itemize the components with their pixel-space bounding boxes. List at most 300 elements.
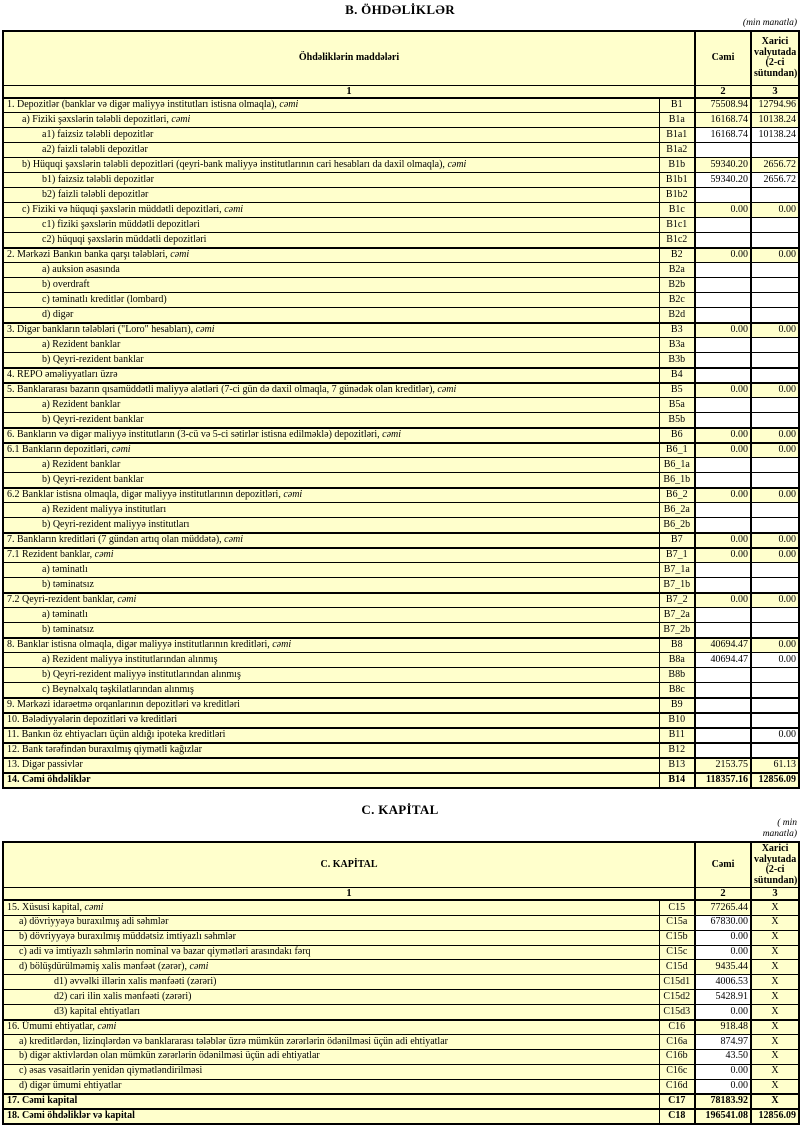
row-label-cell: b) Qeyri-rezident maliyyə institutları [3,518,659,533]
row-fx-cell: X [751,900,799,915]
row-total-cell [695,218,751,233]
row-fx-cell: 0.00 [751,638,799,653]
section-c-unit-note-line2: manatla) [762,828,797,839]
row-fx-cell: X [751,930,799,945]
fx-column-header: Xarici valyutada (2-ci sütundan) [751,842,799,888]
row-label-cell: 14. Cəmi öhdəliklər [3,773,659,788]
row-code-cell: B1c2 [659,233,695,248]
column-number-1: 1 [3,85,695,98]
liabilities-table-container [0,30,800,789]
table-row [3,915,799,930]
row-total-cell [695,413,751,428]
row-code-cell: B3 [659,323,695,338]
row-label-cell: 3. Digər bankların tələbləri ("Loro" hesabları), cəmi [3,323,659,338]
row-total-cell [695,368,751,383]
table-row [3,563,799,578]
table-row [3,413,799,428]
row-total-cell: 0.00 [695,203,751,218]
row-fx-cell [751,143,799,158]
table-row [3,218,799,233]
row-fx-cell [751,293,799,308]
table-row [3,1020,799,1035]
row-fx-cell: 0.00 [751,428,799,443]
row-fx-cell [751,518,799,533]
row-code-cell: B13 [659,758,695,773]
row-code-cell: B6 [659,428,695,443]
row-label-cell: c) əsas vəsaitlərin yenidən qiymətləndirilməsi [3,1064,659,1079]
table-row [3,98,799,113]
row-label-cell: b) dövriyyəyə buraxılmış müddətsiz imtiyazlı səhmlər [3,930,659,945]
row-fx-cell: 0.00 [751,728,799,743]
row-total-cell [695,608,751,623]
row-total-cell [695,263,751,278]
row-label-cell: 7.1 Rezident banklar, cəmi [3,548,659,563]
row-fx-cell: X [751,1034,799,1049]
table-row [3,593,799,608]
table-header-row [3,842,799,888]
row-label-cell: d1) əvvəlki illərin xalis mənfəəti (zərəri) [3,975,659,990]
row-code-cell: B6_2a [659,503,695,518]
row-total-cell [695,743,751,758]
row-total-cell: 4006.53 [695,975,751,990]
table-row [3,960,799,975]
table-row [3,488,799,503]
row-code-cell: B9 [659,698,695,713]
row-total-cell: 0.00 [695,548,751,563]
table-row [3,113,799,128]
row-total-cell: 75508.94 [695,98,751,113]
row-code-cell: B7_2a [659,608,695,623]
table-row [3,728,799,743]
row-code-cell: C15a [659,915,695,930]
row-total-cell: 0.00 [695,248,751,263]
row-total-cell: 0.00 [695,1079,751,1094]
row-label-cell: 11. Bankın öz ehtiyacları üçün aldığı ipoteka kreditləri [3,728,659,743]
row-total-cell [695,503,751,518]
row-total-cell: 43.50 [695,1049,751,1064]
row-fx-cell [751,503,799,518]
row-fx-cell: 0.00 [751,203,799,218]
table-row [3,293,799,308]
row-total-cell: 2153.75 [695,758,751,773]
row-fx-cell: 0.00 [751,653,799,668]
row-fx-cell [751,683,799,698]
row-total-cell [695,713,751,728]
row-fx-cell [751,218,799,233]
row-fx-cell: X [751,1064,799,1079]
table-row [3,518,799,533]
row-total-cell: 0.00 [695,593,751,608]
row-label-cell: a) Rezident banklar [3,398,659,413]
capital-table-container [0,841,800,1125]
row-code-cell: B7_1b [659,578,695,593]
row-label-cell: b) digər aktivlərdən olan mümkün zərərlərin ödənilməsi üçün adi ehtiyatlar [3,1049,659,1064]
table-row [3,473,799,488]
row-code-cell: B1b2 [659,188,695,203]
row-code-cell: B6_1b [659,473,695,488]
row-fx-cell: 10138.24 [751,113,799,128]
row-total-cell: 0.00 [695,488,751,503]
row-fx-cell: X [751,945,799,960]
row-label-cell: b) Qeyri-rezident banklar [3,413,659,428]
items-column-header: C. KAPİTAL [3,842,695,888]
row-total-cell [695,563,751,578]
row-fx-cell: 0.00 [751,593,799,608]
section-c-unit-note-line1: ( min [777,818,797,829]
row-total-cell: 0.00 [695,383,751,398]
row-label-cell: b) təminatsız [3,623,659,638]
table-row [3,503,799,518]
row-code-cell: B8a [659,653,695,668]
row-label-cell: 10. Bələdiyyələrin depozitləri və kreditləri [3,713,659,728]
row-code-cell: B2a [659,263,695,278]
row-code-cell: B3b [659,353,695,368]
row-label-cell: 5. Banklararası bazarın qısamüddətli maliyyə alətləri (7-ci gün də daxil olmaqla, 7 günədək olan kreditlər), cəmi [3,383,659,398]
row-fx-cell: 10138.24 [751,128,799,143]
row-fx-cell [751,398,799,413]
table-row [3,623,799,638]
row-code-cell: C16b [659,1049,695,1064]
cemi-italic-suffix: cəmi [224,533,244,545]
row-fx-cell [751,188,799,203]
total-column-header: Cəmi [695,842,751,888]
cemi-italic-suffix: cəmi [189,961,209,973]
row-label-cell: a) Rezident maliyyə institutlarından alınmış [3,653,659,668]
row-total-cell: 196541.08 [695,1109,751,1124]
row-total-cell: 67830.00 [695,915,751,930]
row-total-cell: 0.00 [695,945,751,960]
table-row [3,713,799,728]
row-total-cell [695,698,751,713]
table-row [3,758,799,773]
row-total-cell [695,293,751,308]
column-number-3: 3 [751,85,799,98]
table-row [3,1005,799,1020]
row-total-cell: 0.00 [695,428,751,443]
row-label-cell: c2) hüquqi şəxslərin müddətli depozitləri [3,233,659,248]
row-label-cell: d) bölüşdürülməmiş xalis mənfəət (zərər), cəmi [3,960,659,975]
row-label-cell: b2) faizli tələbli depozitlər [3,188,659,203]
section-c-unit-note [0,818,800,840]
cemi-italic-suffix: cəmi [382,428,402,440]
column-number-2: 2 [695,888,751,901]
row-label-cell: 13. Digər passivlər [3,758,659,773]
row-label-cell: a) kreditlərdən, lizinqlərdən və banklararası tələblər üzrə mümkün zərərlərin ödənilməsi üçün adi ehtiyatlar [3,1034,659,1049]
row-fx-cell [751,308,799,323]
cemi-italic-suffix: cəmi [84,901,104,913]
table-row [3,1034,799,1049]
row-label-cell: a2) faizli tələbli depozitlər [3,143,659,158]
cemi-italic-suffix: cəmi [437,384,457,396]
table-row [3,578,799,593]
cemi-italic-suffix: cəmi [272,639,292,651]
row-fx-cell [751,668,799,683]
row-code-cell: C15d2 [659,990,695,1005]
row-fx-cell: 0.00 [751,548,799,563]
row-fx-cell: X [751,1049,799,1064]
row-code-cell: B7_1a [659,563,695,578]
row-total-cell [695,338,751,353]
row-fx-cell [751,458,799,473]
row-label-cell: a) Rezident banklar [3,338,659,353]
row-total-cell: 9435.44 [695,960,751,975]
table-row [3,548,799,563]
table-row [3,203,799,218]
table-row [3,173,799,188]
row-label-cell: b) overdraft [3,278,659,293]
cemi-italic-suffix: cəmi [283,489,303,501]
table-row [3,398,799,413]
row-label-cell: d) digər [3,308,659,323]
table-row [3,233,799,248]
row-total-cell [695,578,751,593]
row-total-cell: 77265.44 [695,900,751,915]
row-code-cell: C16 [659,1020,695,1035]
row-label-cell: a) auksion əsasında [3,263,659,278]
table-row [3,1064,799,1079]
row-fx-cell: 12856.09 [751,1109,799,1124]
row-code-cell: B1b1 [659,173,695,188]
table-row [3,743,799,758]
row-total-cell [695,143,751,158]
row-fx-cell: X [751,990,799,1005]
row-fx-cell [751,233,799,248]
table-row [3,353,799,368]
table-row [3,248,799,263]
row-fx-cell: 61.13 [751,758,799,773]
table-row [3,638,799,653]
row-label-cell: b) Qeyri-rezident banklar [3,353,659,368]
row-total-cell: 874.97 [695,1034,751,1049]
row-label-cell: c) adi və imtiyazlı səhmlərin nominal və bazar qiymətləri arasındakı fərq [3,945,659,960]
cemi-italic-suffix: cəmi [97,1020,117,1032]
table-row [3,443,799,458]
row-code-cell: B2d [659,308,695,323]
row-total-cell [695,308,751,323]
row-total-cell [695,188,751,203]
row-fx-cell [751,278,799,293]
row-fx-cell [751,473,799,488]
row-label-cell: a1) faizsiz tələbli depozitlər [3,128,659,143]
cemi-italic-suffix: cəmi [224,203,244,215]
row-code-cell: C15d [659,960,695,975]
cemi-italic-suffix: cəmi [279,99,299,111]
row-label-cell: 15. Xüsusi kapital, cəmi [3,900,659,915]
row-fx-cell: X [751,1020,799,1035]
liabilities-table [2,30,800,789]
table-row [3,1109,799,1124]
row-fx-cell [751,338,799,353]
row-total-cell: 5428.91 [695,990,751,1005]
table-row [3,653,799,668]
row-code-cell: B7_2 [659,593,695,608]
table-row [3,773,799,788]
row-total-cell: 0.00 [695,323,751,338]
table-row [3,383,799,398]
table-row [3,900,799,915]
row-fx-cell: 2656.72 [751,158,799,173]
row-label-cell: a) təminatlı [3,563,659,578]
row-fx-cell: 0.00 [751,488,799,503]
column-number-2: 2 [695,85,751,98]
row-fx-cell: X [751,1079,799,1094]
row-label-cell: 12. Bank tərəfindən buraxılmış qiymətli kağızlar [3,743,659,758]
row-label-cell: c) təminatlı kreditlər (lombard) [3,293,659,308]
row-code-cell: B8c [659,683,695,698]
row-label-cell: 6.1 Bankların depozitləri, cəmi [3,443,659,458]
row-code-cell: C15d3 [659,1005,695,1020]
row-total-cell: 78183.92 [695,1094,751,1109]
cemi-italic-suffix: cəmi [447,158,467,170]
table-row [3,698,799,713]
row-fx-cell: 0.00 [751,443,799,458]
row-code-cell: B6_2b [659,518,695,533]
row-fx-cell: 12856.09 [751,773,799,788]
row-label-cell: d) digər ümumi ehtiyatlar [3,1079,659,1094]
row-label-cell: 18. Cəmi öhdəliklər və kapital [3,1109,659,1124]
table-row [3,930,799,945]
row-fx-cell: 0.00 [751,248,799,263]
row-label-cell: a) Rezident maliyyə institutları [3,503,659,518]
row-total-cell: 0.00 [695,1005,751,1020]
row-code-cell: C17 [659,1094,695,1109]
row-code-cell: C15b [659,930,695,945]
table-row [3,668,799,683]
column-number-row [3,85,799,98]
items-column-header: Öhdəliklərin maddələri [3,31,695,85]
table-row [3,1079,799,1094]
row-label-cell: 4. REPO əməliyyatları üzrə [3,368,659,383]
row-total-cell: 40694.47 [695,653,751,668]
row-label-cell: 6.2 Banklar istisna olmaqla, digər maliyyə institutlarının depozitləri, cəmi [3,488,659,503]
row-label-cell: b1) faizsiz tələbli depozitlər [3,173,659,188]
row-total-cell [695,683,751,698]
row-total-cell: 59340.20 [695,158,751,173]
row-code-cell: C16d [659,1079,695,1094]
row-total-cell: 0.00 [695,533,751,548]
row-code-cell: B7_2b [659,623,695,638]
row-fx-cell: X [751,975,799,990]
row-code-cell: B12 [659,743,695,758]
cemi-italic-suffix: cəmi [170,249,190,261]
row-label-cell: c) Beynəlxalq təşkilatlarından alınmış [3,683,659,698]
capital-table [2,841,800,1125]
row-total-cell: 59340.20 [695,173,751,188]
row-label-cell: 8. Banklar istisna olmaqla, digər maliyyə institutlarının kreditləri, cəmi [3,638,659,653]
column-number-3: 3 [751,888,799,901]
row-code-cell: B11 [659,728,695,743]
row-fx-cell [751,743,799,758]
row-code-cell: B2b [659,278,695,293]
row-label-cell: a) dövriyyəyə buraxılmış adi səhmlər [3,915,659,930]
table-row [3,1049,799,1064]
row-total-cell: 0.00 [695,1064,751,1079]
table-row [3,458,799,473]
row-code-cell: B1 [659,98,695,113]
row-total-cell: 918.48 [695,1020,751,1035]
row-label-cell: a) Fiziki şəxslərin tələbli depozitləri, cəmi [3,113,659,128]
row-code-cell: B1b [659,158,695,173]
row-code-cell: B8 [659,638,695,653]
row-total-cell: 16168.74 [695,128,751,143]
row-total-cell: 0.00 [695,930,751,945]
row-total-cell: 0.00 [695,443,751,458]
row-fx-cell [751,578,799,593]
row-total-cell [695,473,751,488]
row-total-cell [695,278,751,293]
row-label-cell: a) Rezident banklar [3,458,659,473]
row-label-cell: c) Fiziki və hüquqi şəxslərin müddətli depozitləri, cəmi [3,203,659,218]
row-fx-cell: X [751,960,799,975]
cemi-italic-suffix: cəmi [117,594,137,606]
table-row [3,263,799,278]
row-code-cell: B3a [659,338,695,353]
row-fx-cell: 0.00 [751,383,799,398]
table-row [3,608,799,623]
row-label-cell: 7.2 Qeyri-rezident banklar, cəmi [3,593,659,608]
row-fx-cell [751,623,799,638]
table-row [3,188,799,203]
table-row [3,143,799,158]
row-code-cell: B1a1 [659,128,695,143]
row-code-cell: B14 [659,773,695,788]
section-b-unit-note: (min manatla) [742,18,797,29]
row-label-cell: 2. Mərkəzi Bankın banka qarşı tələbləri, cəmi [3,248,659,263]
table-row [3,368,799,383]
cemi-italic-suffix: cəmi [171,113,191,125]
row-fx-cell [751,263,799,278]
row-code-cell: B5 [659,383,695,398]
row-fx-cell [751,698,799,713]
section-c-title: C. KAPİTAL [361,801,439,817]
row-code-cell: B6_1a [659,458,695,473]
section-b-title: B. ÖHDƏLİKLƏR [345,2,455,17]
table-row [3,158,799,173]
table-row [3,990,799,1005]
table-row [3,278,799,293]
row-code-cell: C16c [659,1064,695,1079]
row-total-cell [695,623,751,638]
cemi-italic-suffix: cəmi [111,444,131,456]
table-header-row [3,31,799,85]
row-label-cell: d2) cari ilin xalis mənfəəti (zərəri) [3,990,659,1005]
fx-column-header: Xarici valyutada (2-ci sütundan) [751,31,799,85]
table-row [3,1094,799,1109]
row-label-cell: 16. Ümumi ehtiyatlar, cəmi [3,1020,659,1035]
row-fx-cell [751,413,799,428]
row-label-cell: b) Hüquqi şəxslərin tələbli depozitləri (qeyri-bank maliyyə institutlarının cari hesabları da daxil olmaqla), cəmi [3,158,659,173]
table-row [3,683,799,698]
row-fx-cell [751,368,799,383]
row-code-cell: B10 [659,713,695,728]
row-code-cell: B1c [659,203,695,218]
row-code-cell: B8b [659,668,695,683]
table-row [3,338,799,353]
row-fx-cell [751,608,799,623]
row-total-cell [695,458,751,473]
row-fx-cell: X [751,915,799,930]
row-fx-cell [751,353,799,368]
row-fx-cell: X [751,1094,799,1109]
row-fx-cell [751,563,799,578]
cemi-italic-suffix: cəmi [195,324,215,336]
row-code-cell: C15 [659,900,695,915]
row-label-cell: 1. Depozitlər (banklar və digər maliyyə institutları istisna olmaqla), cəmi [3,98,659,113]
row-label-cell: 7. Bankların kreditləri (7 gündən artıq olan müddətə), cəmi [3,533,659,548]
table-row [3,128,799,143]
table-row [3,323,799,338]
row-total-cell: 16168.74 [695,113,751,128]
